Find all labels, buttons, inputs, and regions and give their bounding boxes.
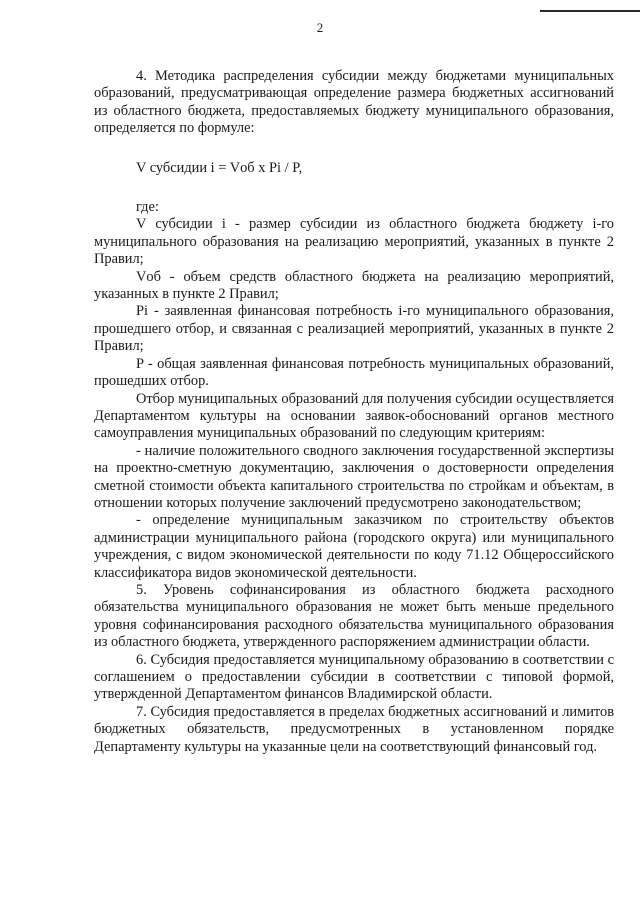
criterion-expertise: - наличие положительного сводного заключения государственной экспертизы на проектно-сметную документацию, заключения о достоверности определения сметной стоимости объекта капитального строительства по стройкам и объектам, в отношении которых получение заключений предусмотрено законодательством; <box>94 442 614 511</box>
definition-p: P - общая заявленная финансовая потребность муниципальных образований, прошедших отбор. <box>94 355 614 390</box>
paragraph-cofinancing: 5. Уровень софинансирования из областного бюджета расходного обязательства муниципального образования не может быть меньше предельного уровня софинансирования расходного обязательства муниципального образования из областного бюджета, утвержденного распоряжением администрации области. <box>94 581 614 651</box>
scan-edge-line <box>540 10 640 12</box>
document-body <box>94 68 614 756</box>
paragraph-budget-limits: 7. Субсидия предоставляется в пределах бюджетных ассигнований и лимитов бюджетных обязательств, предусмотренных в установленном порядке Департаменту культуры на указанные цели на соответствующий финансовый год. <box>94 703 614 755</box>
definition-pi: Pi - заявленная финансовая потребность i-го муниципального образования, прошедшего отбор, и связанная с реализацией мероприятий, указанных в пункте 2 Правил; <box>94 303 614 355</box>
paragraph-selection: Отбор муниципальных образований для получения субсидии осуществляется Департаментом культуры на основании заявок-обоснований органов местного самоуправления муниципальных образований по следующим критериям: <box>94 390 614 442</box>
page-number: 2 <box>316 20 324 35</box>
definition-v-subsidy: V субсидии i - размер субсидии из областного бюджета бюджету i-го муниципального образования на реализацию мероприятий, указанных в пункте 2 Правил; <box>94 216 614 268</box>
paragraph-methodology: 4. Методика распределения субсидии между бюджетами муниципальных образований, предусматривающая определение размера бюджетных ассигнований из областного бюджета, предоставляемых бюджету муниципального образования, определяется по формуле: <box>94 68 614 137</box>
where-label: где: <box>136 199 159 216</box>
paragraph-agreement: 6. Субсидия предоставляется муниципальному образованию в соответствии с соглашением о предоставлении субсидии в соответствии с типовой формой, утвержденной Департаментом финансов Владимирской области. <box>94 651 614 703</box>
formula: V субсидии i = Vоб x Pi / P, <box>136 159 303 176</box>
criterion-customer: - определение муниципальным заказчиком по строительству объектов администрации муниципального района (городского округа) или муниципального учреждения, с видом экономической деятельности по коду 71.12 Общероссийского классификатора видов экономической деятельности. <box>94 512 614 581</box>
definition-v-ob: Vоб - объем средств областного бюджета на реализацию мероприятий, указанных в пункте 2 Правил; <box>94 268 614 303</box>
